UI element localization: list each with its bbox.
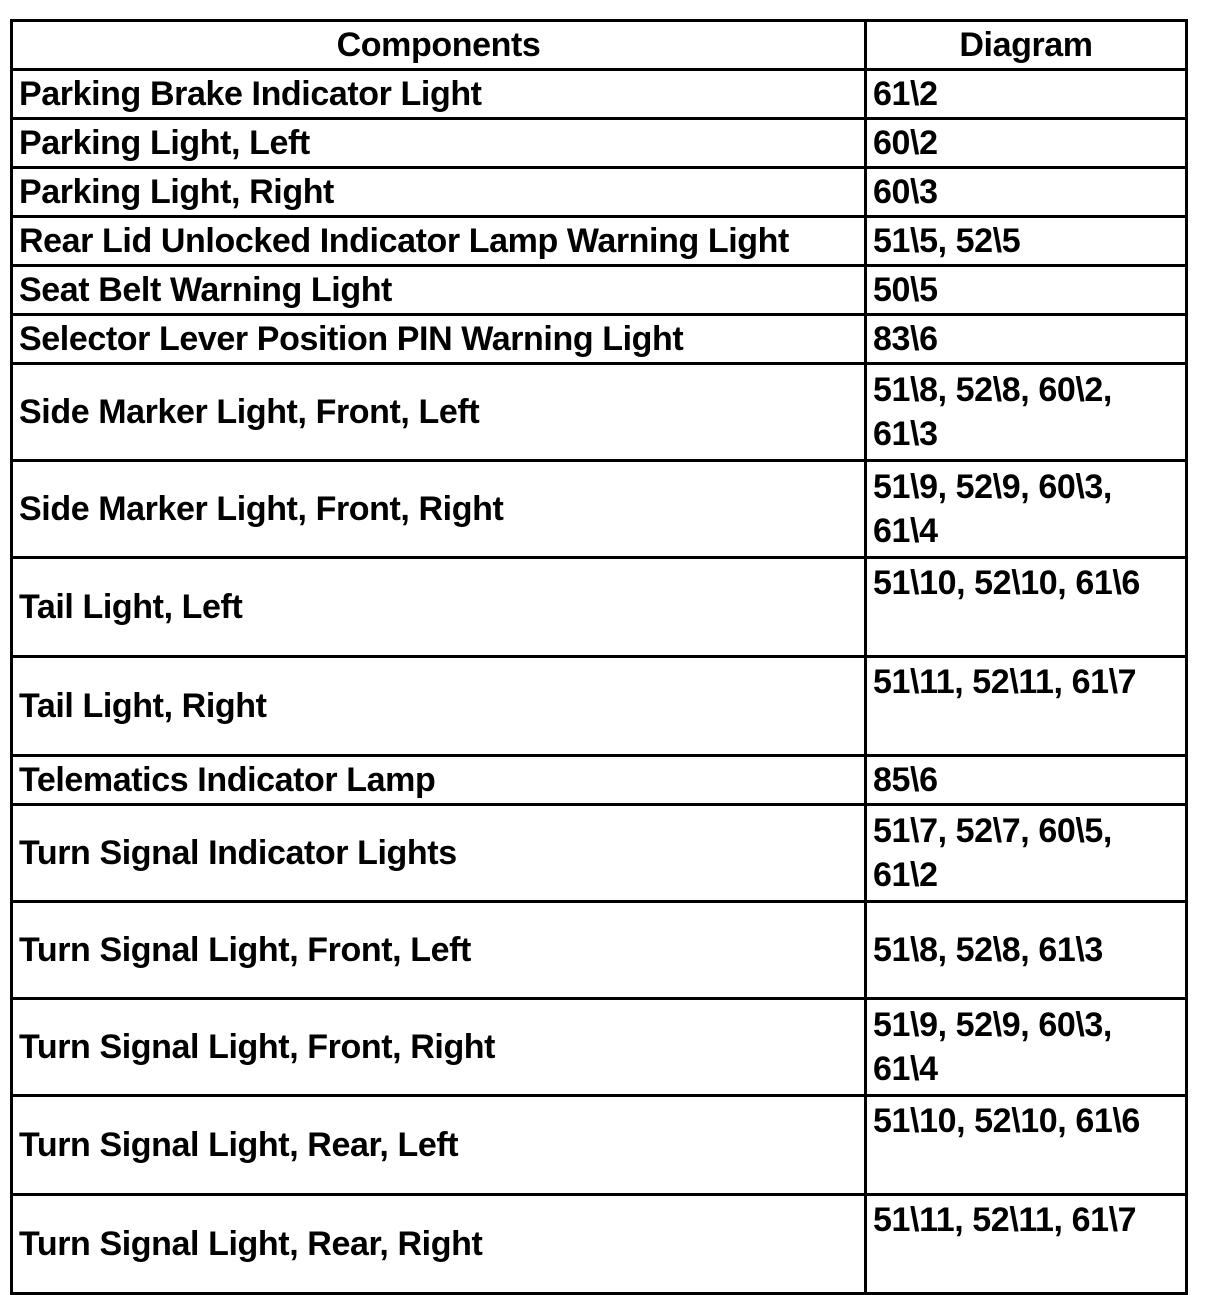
component-cell: Turn Signal Light, Rear, Right [12, 1195, 866, 1294]
diagram-cell: 60\2 [866, 119, 1187, 168]
component-cell: Parking Light, Right [12, 168, 866, 217]
table-row [12, 266, 1187, 315]
component-cell: Turn Signal Indicator Lights [12, 805, 866, 902]
component-cell: Tail Light, Left [12, 558, 866, 657]
table-row [12, 558, 1187, 657]
table-row [12, 364, 1187, 461]
table-row [12, 315, 1187, 364]
table-row [12, 805, 1187, 902]
diagram-cell: 51\9, 52\9, 60\3, 61\4 [866, 461, 1187, 558]
table-row [12, 902, 1187, 999]
table-row [12, 168, 1187, 217]
component-cell: Seat Belt Warning Light [12, 266, 866, 315]
component-cell: Turn Signal Light, Rear, Left [12, 1096, 866, 1195]
table-header-row [12, 21, 1187, 70]
component-cell: Selector Lever Position PIN Warning Light [12, 315, 866, 364]
diagram-cell: 60\3 [866, 168, 1187, 217]
table-row [12, 999, 1187, 1096]
diagram-cell: 51\8, 52\8, 61\3 [866, 902, 1187, 999]
table-row [12, 657, 1187, 756]
diagram-cell: 51\9, 52\9, 60\3, 61\4 [866, 999, 1187, 1096]
component-cell: Tail Light, Right [12, 657, 866, 756]
component-cell: Parking Brake Indicator Light [12, 70, 866, 119]
component-cell: Side Marker Light, Front, Right [12, 461, 866, 558]
table-row [12, 1096, 1187, 1195]
diagram-cell: 51\11, 52\11, 61\7 [866, 1195, 1187, 1294]
diagram-cell: 85\6 [866, 756, 1187, 805]
table-row [12, 70, 1187, 119]
diagram-cell: 51\11, 52\11, 61\7 [866, 657, 1187, 756]
component-cell: Telematics Indicator Lamp [12, 756, 866, 805]
diagram-cell: 83\6 [866, 315, 1187, 364]
component-cell: Turn Signal Light, Front, Left [12, 902, 866, 999]
header-components: Components [12, 21, 866, 70]
diagram-cell: 51\10, 52\10, 61\6 [866, 1096, 1187, 1195]
component-cell: Side Marker Light, Front, Left [12, 364, 866, 461]
table-row [12, 756, 1187, 805]
diagram-cell: 51\5, 52\5 [866, 217, 1187, 266]
header-diagram: Diagram [866, 21, 1187, 70]
table-row [12, 217, 1187, 266]
table-row [12, 1195, 1187, 1294]
component-cell: Rear Lid Unlocked Indicator Lamp Warning Light [12, 217, 866, 266]
components-diagram-table [10, 19, 1188, 1295]
diagram-cell: 50\5 [866, 266, 1187, 315]
diagram-cell: 51\7, 52\7, 60\5, 61\2 [866, 805, 1187, 902]
table-row [12, 461, 1187, 558]
diagram-cell: 51\8, 52\8, 60\2, 61\3 [866, 364, 1187, 461]
diagram-cell: 51\10, 52\10, 61\6 [866, 558, 1187, 657]
table-row [12, 119, 1187, 168]
diagram-cell: 61\2 [866, 70, 1187, 119]
component-cell: Parking Light, Left [12, 119, 866, 168]
component-cell: Turn Signal Light, Front, Right [12, 999, 866, 1096]
